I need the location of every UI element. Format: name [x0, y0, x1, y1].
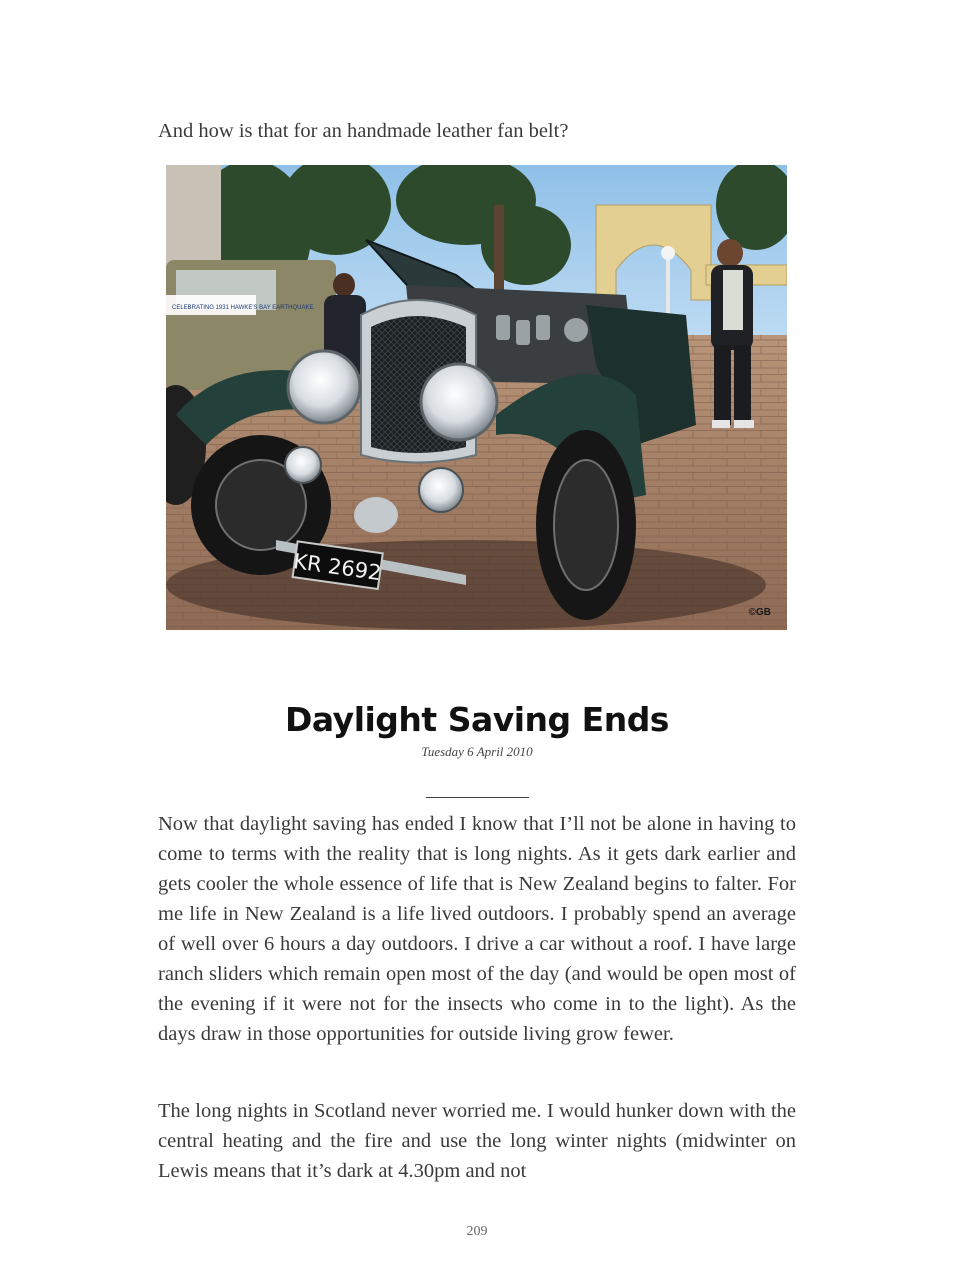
- article-title: Daylight Saving Ends: [285, 700, 669, 739]
- photo-banner-text: CELEBRATING 1931 HAWKE'S BAY EARTHQUAKE: [172, 305, 314, 311]
- body-paragraph-2: The long nights in Scotland never worried me. I would hunker down with the central heating and the fire and use the long winter nights (midwinter on Lewis means that it’s dark at 4.30pm and not: [158, 1100, 796, 1182]
- intro-text: And how is that for an handmade leather fan belt?: [158, 120, 569, 142]
- number-plate-text: KR 2692: [291, 549, 383, 586]
- article-date: Tuesday 6 April 2010: [421, 744, 533, 759]
- body-paragraph-1: Now that daylight saving has ended I know that I’ll not be alone in having to come to terms with the reality that is long nights. As it gets dark earlier and gets cooler the whole essence of life that is New Zealand begins to falter. For me life in New Zealand is a life lived outdoors. I probably spend an average of well over 6 hours a day outdoors. I drive a car without a roof. I have large ranch sliders which remain open most of the day (and would be open most of the evening if it were not for the insects who come in to the light). As the days draw in those opportunities for outside living grow fewer.: [158, 813, 796, 1045]
- page-number: 209: [466, 1224, 488, 1239]
- vintage-car-photo: [166, 165, 787, 630]
- car-illustration: [166, 165, 787, 630]
- photo-credit: ©GB: [748, 607, 771, 618]
- title-divider: [426, 797, 529, 798]
